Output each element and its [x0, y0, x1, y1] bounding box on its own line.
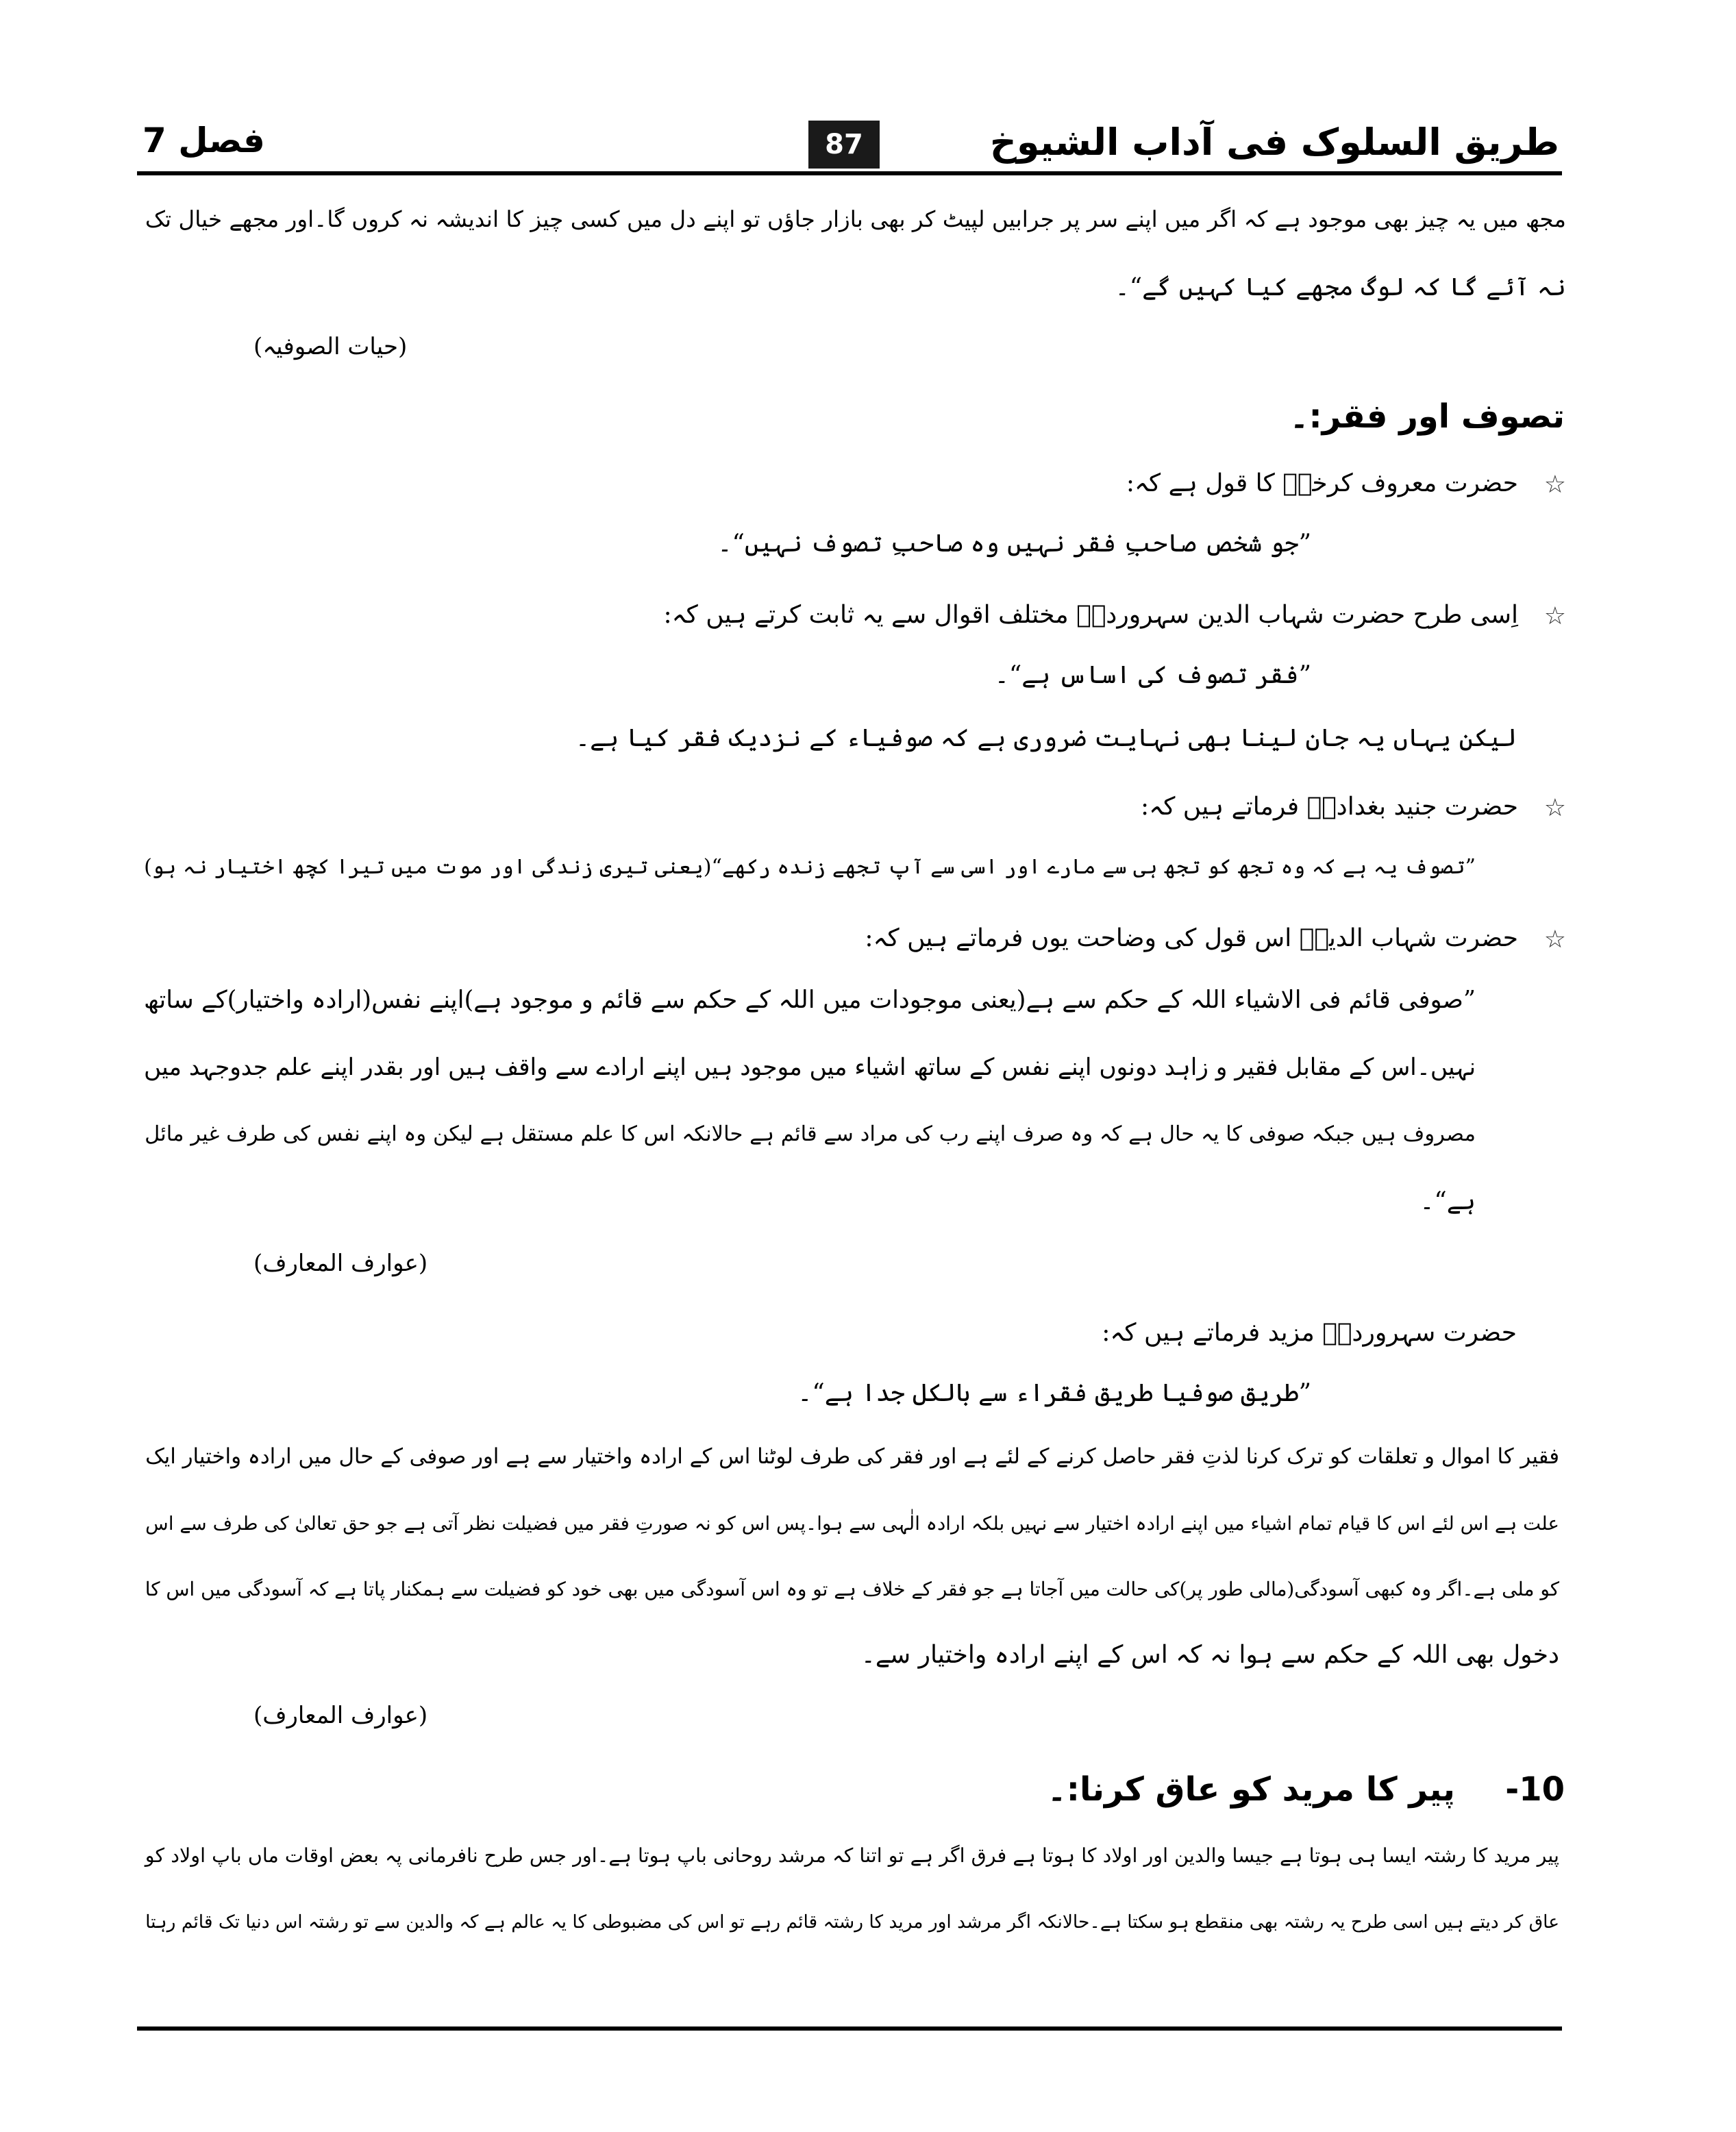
quote-shahab-line-3: مصروف ہیں جبکہ صوفی کا یہ حال ہے کہ وہ صرف اپنے رب کی مراد سے قائم ہے حالانکہ اس کا علم مستقل ہے لیکن وہ اپنے نفس کی طرف غیر مائل [145, 1122, 1476, 1146]
paragraph-line-1: فقیر کا اموال و تعلقات کو ترک کرنا لذتِ فقر حاصل کرنے کے لئے ہے اور فقر کی طرف لوٹنا اس کے ارادہ واختیار سے ہے اور صوفی کے حال میں ارادہ واختیار ایک [145, 1444, 1559, 1469]
paragraph-line-2: علت ہے اس لئے اس کا قیام تمام اشیاء میں اپنے ارادہ اختیار سے نہیں بلکہ ارادہ الٰہی سے ہوا۔پس اس کو نہ صورتِ فقر میں فضیلت نظر آتی ہے جو حق تعالیٰ کی طرف سے اس [145, 1512, 1559, 1535]
quote-tariq-sufia: ”طریق صوفیا طریق فقراء سے بالکل جدا ہے“۔ [797, 1379, 1311, 1407]
quote-shahab-line-4: ہے“۔ [1419, 1187, 1476, 1215]
chapter-label: فصل 7 [142, 121, 265, 160]
section2-line-2: عاق کر دیتے ہیں اسی طرح یہ رشتہ بھی منقطع ہو سکتا ہے۔حالانکہ اگر مرشد اور مرید کا رشتہ قائم رہے تو اس کی مضبوطی کا یہ عالم ہے کہ والدین سے تو رشتہ اس دنیا تک قائم رہتا [145, 1911, 1559, 1933]
footer-divider [137, 2026, 1562, 2031]
quote-faqr-asas: ”فقر تصوف کی اساس ہے“۔ [994, 661, 1311, 689]
star-icon: ☆ [1543, 471, 1566, 499]
section-number: 10- [1505, 1770, 1565, 1809]
quote-junaid: ”تصوف یہ ہے کہ وہ تجھ کو تجھ ہی سے مارے اور اسی سے آپ تجھے زندہ رکھے“(یعنی تیری زندگی اور موت میں تیرا کچھ اختیار نہ ہو) [144, 855, 1476, 879]
source-citation: (عوارف المعارف) [253, 1250, 428, 1277]
bullet-maruf-karkhi: حضرت معروف کرخیؒ کا قول ہے کہ: [1126, 469, 1518, 497]
star-icon: ☆ [1543, 794, 1566, 822]
section-title: پیر کا مرید کو عاق کرنا:۔ [1047, 1770, 1455, 1809]
header-divider [137, 171, 1562, 175]
star-icon: ☆ [1543, 602, 1566, 630]
page-number-badge [808, 121, 880, 169]
note-faqr-meaning: لیکن یہاں یہ جان لینا بھی نہایت ضروری ہے کہ صوفیاء کے نزدیک فقر کیا ہے۔ [575, 724, 1517, 752]
intro-line-2: نہ آئے گا کہ لوگ مجھے کیا کہیں گے“۔ [1115, 273, 1566, 301]
suhrawardi-further: حضرت سہروردیؒ مزید فرماتے ہیں کہ: [1102, 1319, 1517, 1347]
bullet-junaid: حضرت جنید بغدادیؒ فرماتے ہیں کہ: [1140, 793, 1518, 821]
bullet-suhrawardi: اِسی طرح حضرت شہاب الدین سہروردیؒ مختلف اقوال سے یہ ثابت کرتے ہیں کہ: [663, 601, 1518, 629]
section2-line-1: پیر مرید کا رشتہ ایسا ہی ہوتا ہے جیسا والدین اور اولاد کا ہوتا ہے فرق اگر ہے تو اتنا کہ مرشد روحانی باپ ہوتا ہے۔اور جس طرح نافرمانی پہ بعض اوقات ماں باپ اولاد کو [145, 1844, 1559, 1867]
quote-shahab-line-1: ”صوفی قائم فی الاشیاء اللہ کے حکم سے ہے(یعنی موجودات میں اللہ کے حکم سے قائم و موجود ہے)اپنے نفس(ارادہ واختیار)کے ساتھ [144, 986, 1476, 1014]
source-citation: (حیات الصوفیہ) [253, 333, 408, 360]
page-number: 87 [825, 129, 863, 160]
intro-line-1: مجھ میں یہ چیز بھی موجود ہے کہ اگر میں اپنے سر پر جرابیں لپیٹ کر بھی بازار جاؤں تو اپنے دل میں کسی چیز کا اندیشہ نہ کروں گا۔اور مجھے خیال تک [145, 206, 1566, 232]
book-title: طریق السلوک فی آداب الشیوخ [989, 121, 1559, 164]
paragraph-line-3: کو ملی ہے۔اگر وہ کبھی آسودگی(مالی طور پر)کی حالت میں آجاتا ہے جو فقر کے خلاف ہے تو وہ اس آسودگی میں بھی خود کو فضیلت سے ہمکنار پاتا ہے کہ آسودگی میں اس کا [145, 1578, 1559, 1600]
section-heading-aaq [1047, 1768, 1565, 1811]
section-heading-tasawwuf: تصوف اور فقر:۔ [1289, 397, 1565, 436]
bullet-shahab: حضرت شہاب الدینؒ اس قول کی وضاحت یوں فرماتے ہیں کہ: [865, 924, 1518, 952]
quote-maruf-karkhi: ”جو شخص صاحبِ فقر نہیں وہ صاحبِ تصوف نہیں“۔ [717, 530, 1311, 558]
paragraph-line-4: دخول بھی اللہ کے حکم سے ہوا نہ کہ اس کے اپنے ارادہ واختیار سے۔ [860, 1641, 1559, 1669]
quote-shahab-line-2: نہیں۔اس کے مقابل فقیر و زاہد دونوں اپنے نفس کے ساتھ اشیاء میں موجود ہیں اپنے ارادے سے واقف ہیں اور بقدر اپنے علم جدوجہد میں [144, 1054, 1476, 1081]
star-icon: ☆ [1543, 926, 1566, 954]
source-citation: (عوارف المعارف) [253, 1702, 428, 1729]
